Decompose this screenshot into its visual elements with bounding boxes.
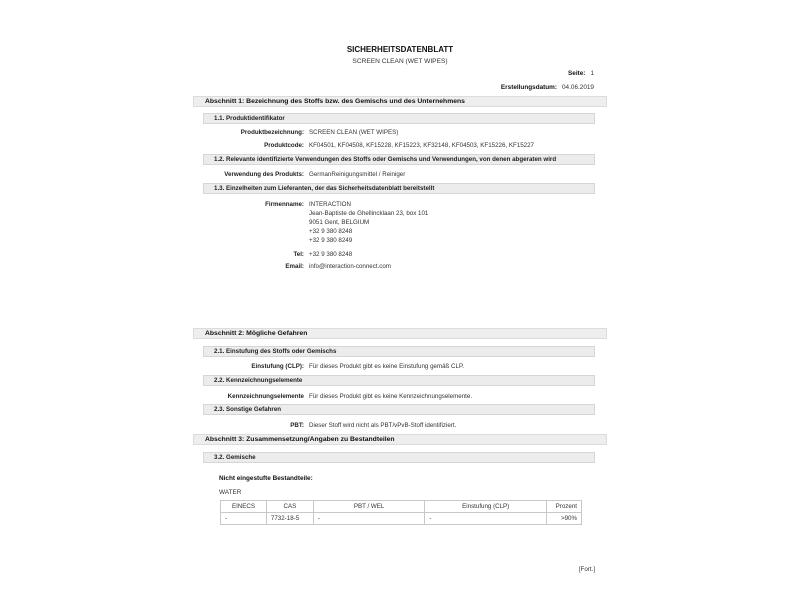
product-use-row (200, 171, 405, 178)
cell-pbt-wel: - (313, 513, 425, 525)
cell-einecs: - (221, 513, 267, 525)
subsection-1-3-header: 1.3. Einzelheiten zum Lieferanten, der das Sicherheitsdatenblatt bereitstellt (203, 183, 595, 194)
column-header-einecs: EINECS (221, 501, 267, 513)
classification-label: Einstufung (CLP): (251, 363, 304, 370)
product-code-value: KF04501, KF04508, KF15228, KF15223, KF32148, KF04503, KF15226, KF15227 (309, 142, 534, 149)
company-name: INTERACTION (309, 201, 351, 208)
subsection-2-2-header: 2.2. Kennzeichnungselemente (203, 375, 595, 386)
subsection-3-2-header: 3.2. Gemische (203, 452, 595, 463)
table-header-row (221, 501, 582, 513)
page-value: 1 (590, 70, 594, 77)
email-link[interactable]: info@interaction-connect.com (309, 263, 391, 270)
creation-date (501, 84, 594, 91)
tel-value: +32 9 380 8248 (309, 251, 353, 258)
company-street: Jean-Baptiste de Ghellincklaan 23, box 101 (309, 210, 429, 217)
company-row (200, 201, 304, 208)
page-number (568, 70, 594, 77)
labelling-value: Für dieses Produkt gibt es keine Kennzeichnungselemente. (309, 393, 473, 400)
product-code-row (200, 142, 534, 149)
company-city: 9051 Gent, BELGIUM (309, 219, 370, 226)
subsection-2-3-header: 2.3. Sonstige Gefahren (203, 404, 595, 415)
classification-value: Für dieses Produkt gibt es keine Einstufung gemäß CLP. (309, 363, 465, 370)
classification-row (200, 363, 464, 370)
table-row (221, 513, 582, 525)
product-subtitle: SCREEN CLEAN (WET WIPES) (352, 58, 448, 65)
date-value: 04.06.2019 (562, 84, 594, 91)
tel-label: Tel: (293, 251, 304, 258)
subsection-1-2-header: 1.2. Relevante identifizierte Verwendungen des Stoffs oder Gemischs und Verwendungen, von denen abgeraten wird (203, 154, 595, 165)
section-2-header: Abschnitt 2: Mögliche Gefahren (193, 328, 607, 339)
page-label: Seite: (568, 70, 586, 77)
tel-row (200, 251, 352, 258)
continued-marker: [Fort.] (578, 566, 595, 573)
column-header-percent: Prozent (546, 501, 581, 513)
subsection-1-1-header: 1.1. Produktidentifikator (203, 113, 595, 124)
pbt-label: PBT: (290, 422, 304, 429)
company-fax: +32 9 380 8249 (309, 237, 353, 244)
product-code-label: Produktcode: (264, 142, 304, 149)
product-name-label: Produktbezeichnung: (240, 129, 304, 136)
product-use-value: GermanReinigungsmittel / Reiniger (309, 171, 406, 178)
email-row (200, 263, 391, 270)
subsection-2-1-header: 2.1. Einstufung des Stoffs oder Gemischs (203, 346, 595, 357)
cell-percent: >90% (546, 513, 581, 525)
composition-table (220, 500, 582, 525)
company-phone: +32 9 380 8248 (309, 228, 353, 235)
product-use-label: Verwendung des Produkts: (224, 171, 304, 178)
column-header-pbt-wel: PBT / WEL (313, 501, 425, 513)
email-label: Email: (285, 263, 304, 270)
product-name-value: SCREEN CLEAN (WET WIPES) (309, 129, 399, 136)
document-title: SICHERHEITSDATENBLATT (346, 45, 454, 54)
labelling-label: Kennzeichnungselemente (227, 393, 304, 400)
substance-name: WATER (219, 489, 242, 496)
pbt-row (200, 422, 456, 429)
column-header-classification: Einstufung (CLP) (425, 501, 547, 513)
section-3-header: Abschnitt 3: Zusammensetzung/Angaben zu Bestandteilen (193, 434, 607, 445)
unclassified-components-heading: Nicht eingestufte Bestandteile: (219, 475, 313, 482)
labelling-row (200, 393, 472, 400)
company-label: Firmenname: (265, 201, 304, 208)
column-header-cas: CAS (266, 501, 313, 513)
product-name-row (200, 129, 398, 136)
cell-classification: - (425, 513, 547, 525)
pbt-value: Dieser Stoff wird nicht als PBT/vPvB-Stoff identifiziert. (309, 422, 457, 429)
section-1-header: Abschnitt 1: Bezeichnung des Stoffs bzw. des Gemischs und des Unternehmens (193, 96, 607, 107)
date-label: Erstellungsdatum: (500, 84, 557, 91)
cell-cas: 7732-18-5 (266, 513, 313, 525)
